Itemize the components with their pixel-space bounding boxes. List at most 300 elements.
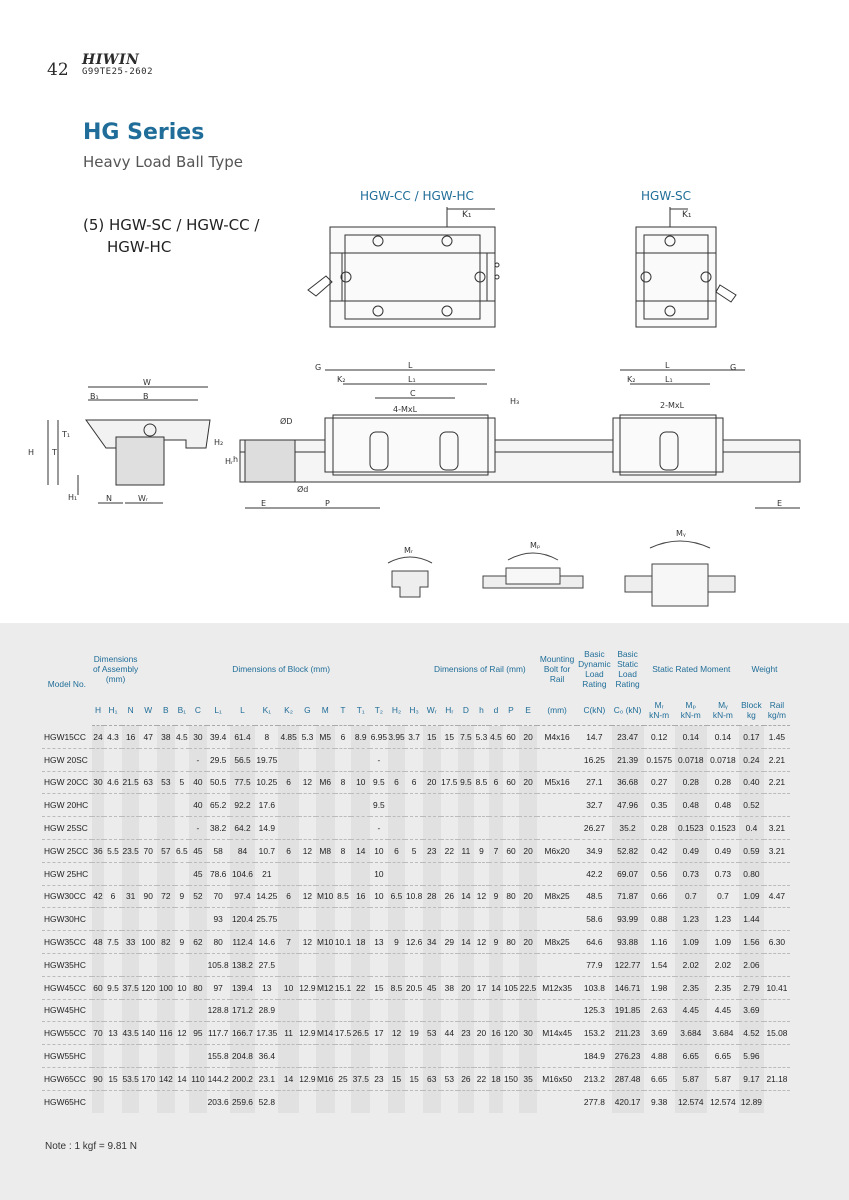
value-cell: 7.5 bbox=[104, 931, 122, 954]
value-cell bbox=[423, 908, 441, 931]
value-cell: 23 bbox=[458, 1022, 474, 1045]
value-cell: 0.42 bbox=[644, 839, 675, 862]
value-cell bbox=[316, 748, 335, 771]
value-cell: 213.2 bbox=[577, 1067, 611, 1090]
value-cell: 72 bbox=[157, 885, 175, 908]
value-cell bbox=[104, 953, 122, 976]
svg-text:Mᵧ: Mᵧ bbox=[676, 529, 686, 538]
value-cell bbox=[278, 908, 299, 931]
cross-section-drawing bbox=[28, 375, 228, 515]
value-cell bbox=[405, 817, 423, 840]
value-cell: 37.5 bbox=[122, 976, 140, 999]
value-cell: 44 bbox=[441, 1022, 459, 1045]
t1-label: T₁ bbox=[62, 430, 71, 439]
value-cell: 80 bbox=[189, 976, 207, 999]
model-cell: HGW65HC bbox=[42, 1090, 92, 1112]
value-cell bbox=[316, 908, 335, 931]
value-cell bbox=[316, 862, 335, 885]
table-row bbox=[42, 794, 790, 817]
value-cell bbox=[351, 953, 370, 976]
value-cell: 8 bbox=[335, 839, 352, 862]
value-cell: 22.5 bbox=[519, 976, 537, 999]
l-label-sc: L bbox=[665, 361, 670, 370]
value-cell: 61.4 bbox=[230, 726, 256, 749]
value-cell bbox=[278, 953, 299, 976]
moment-mp-icon bbox=[478, 538, 588, 598]
value-cell bbox=[335, 1090, 352, 1112]
w-label: W bbox=[143, 378, 151, 387]
value-cell: 6 bbox=[104, 885, 122, 908]
value-cell bbox=[458, 748, 474, 771]
value-cell bbox=[474, 908, 490, 931]
value-cell bbox=[92, 862, 104, 885]
value-cell: 150 bbox=[503, 1067, 520, 1090]
value-cell: 42.2 bbox=[577, 862, 611, 885]
value-cell: M14x45 bbox=[537, 1022, 577, 1045]
value-cell: 70 bbox=[92, 1022, 104, 1045]
value-cell bbox=[458, 908, 474, 931]
value-cell: 21.5 bbox=[122, 771, 140, 794]
value-cell: 15 bbox=[444, 731, 454, 742]
value-cell: 128.8 bbox=[207, 999, 230, 1022]
value-cell: 9 bbox=[474, 839, 490, 862]
value-cell: 12.89 bbox=[739, 1090, 764, 1112]
value-cell: 26 bbox=[441, 885, 459, 908]
value-cell: 34 bbox=[423, 931, 441, 954]
value-cell: 5.3 bbox=[475, 731, 488, 742]
value-cell bbox=[519, 953, 537, 976]
value-cell: - bbox=[370, 817, 388, 840]
value-cell bbox=[299, 953, 316, 976]
value-cell: 2.21 bbox=[764, 771, 790, 794]
value-cell bbox=[441, 953, 459, 976]
value-cell: 5.87 bbox=[707, 1067, 739, 1090]
value-cell bbox=[441, 748, 459, 771]
value-cell: 97.4 bbox=[230, 885, 256, 908]
value-cell bbox=[122, 862, 140, 885]
value-cell bbox=[458, 1090, 474, 1112]
value-cell bbox=[351, 817, 370, 840]
value-cell bbox=[122, 953, 140, 976]
value-cell: 36.68 bbox=[612, 771, 644, 794]
value-cell: 203.6 bbox=[207, 1090, 230, 1112]
value-cell: 12 bbox=[299, 931, 316, 954]
value-cell bbox=[503, 794, 520, 817]
value-cell: 287.48 bbox=[612, 1067, 644, 1090]
value-cell bbox=[92, 1045, 104, 1068]
value-cell bbox=[92, 817, 104, 840]
value-cell: 5 bbox=[175, 771, 190, 794]
value-cell: 20 bbox=[519, 839, 537, 862]
value-cell: 14 bbox=[278, 1067, 299, 1090]
value-cell: 71.87 bbox=[612, 885, 644, 908]
value-cell bbox=[351, 1045, 370, 1068]
value-cell: 35 bbox=[519, 1067, 537, 1090]
value-cell bbox=[189, 999, 207, 1022]
value-cell bbox=[474, 1090, 490, 1112]
value-cell bbox=[503, 862, 520, 885]
hr-label: Hᵣ bbox=[225, 457, 234, 466]
value-cell: 60 bbox=[92, 976, 104, 999]
model-cell: HGW45CC bbox=[42, 976, 92, 999]
value-cell: 9.17 bbox=[739, 1067, 764, 1090]
value-cell bbox=[503, 953, 520, 976]
value-cell: M8 bbox=[316, 839, 335, 862]
value-cell: 22 bbox=[441, 839, 459, 862]
value-cell bbox=[189, 953, 207, 976]
value-cell bbox=[139, 748, 157, 771]
value-cell: 170 bbox=[139, 1067, 157, 1090]
doc-code: G99TE25-2602 bbox=[82, 67, 154, 77]
value-cell: 139.4 bbox=[230, 976, 256, 999]
value-cell: 27.1 bbox=[577, 771, 611, 794]
value-cell bbox=[316, 794, 335, 817]
model-cell: HGW15CC bbox=[44, 731, 86, 742]
value-cell: 26.5 bbox=[351, 1022, 370, 1045]
value-cell: 60 bbox=[503, 771, 520, 794]
value-cell: 38.2 bbox=[207, 817, 230, 840]
value-cell: 138.2 bbox=[230, 953, 256, 976]
value-cell bbox=[405, 953, 423, 976]
value-cell: 6.65 bbox=[675, 1045, 707, 1068]
value-cell: 47 bbox=[143, 731, 153, 742]
value-cell bbox=[423, 953, 441, 976]
value-cell: 53 bbox=[157, 771, 175, 794]
value-cell: 6 bbox=[278, 885, 299, 908]
value-cell: 9 bbox=[175, 931, 190, 954]
value-cell: 14.6 bbox=[255, 931, 278, 954]
value-cell: 17.5 bbox=[441, 771, 459, 794]
value-cell: 8 bbox=[335, 771, 352, 794]
value-cell bbox=[388, 908, 406, 931]
value-cell: 37.5 bbox=[351, 1067, 370, 1090]
table-row bbox=[42, 748, 790, 771]
value-cell: 116 bbox=[157, 1022, 175, 1045]
value-cell: 0.73 bbox=[675, 862, 707, 885]
value-cell: 20 bbox=[519, 931, 537, 954]
value-cell: - bbox=[370, 748, 388, 771]
value-cell: 4.85 bbox=[278, 726, 299, 749]
value-cell: 93.88 bbox=[612, 931, 644, 954]
value-cell: 63 bbox=[423, 1067, 441, 1090]
value-cell: 277.8 bbox=[577, 1090, 611, 1112]
value-cell: 62 bbox=[189, 931, 207, 954]
value-cell: 1.09 bbox=[739, 885, 764, 908]
value-cell bbox=[157, 953, 175, 976]
value-cell bbox=[351, 908, 370, 931]
value-cell: 0.73 bbox=[707, 862, 739, 885]
value-cell: 5.87 bbox=[675, 1067, 707, 1090]
k2-label: K₂ bbox=[337, 375, 346, 384]
value-cell: 45 bbox=[189, 862, 207, 885]
value-cell bbox=[351, 794, 370, 817]
spec-table bbox=[42, 643, 790, 1113]
label-hgw-cc-hc: HGW-CC / HGW-HC bbox=[360, 189, 474, 203]
value-cell: 23.1 bbox=[255, 1067, 278, 1090]
value-cell: 15.08 bbox=[764, 1022, 790, 1045]
value-cell: 63 bbox=[139, 771, 157, 794]
value-cell: 6.5 bbox=[175, 839, 190, 862]
value-cell: 0.49 bbox=[707, 839, 739, 862]
value-cell bbox=[489, 908, 502, 931]
value-cell: 10 bbox=[370, 839, 388, 862]
value-cell bbox=[405, 999, 423, 1022]
value-cell: 24 bbox=[92, 726, 104, 749]
value-cell: 82 bbox=[157, 931, 175, 954]
value-cell: 97 bbox=[207, 976, 230, 999]
value-cell: 105.8 bbox=[207, 953, 230, 976]
value-cell: 3.21 bbox=[764, 839, 790, 862]
value-cell bbox=[157, 748, 175, 771]
value-cell bbox=[764, 908, 790, 931]
value-cell: 11 bbox=[278, 1022, 299, 1045]
value-cell: 2.02 bbox=[675, 953, 707, 976]
l1-label-sc: L₁ bbox=[665, 375, 673, 384]
value-cell: 77.5 bbox=[230, 771, 256, 794]
value-cell: 1.16 bbox=[644, 931, 675, 954]
value-cell: 90 bbox=[92, 1067, 104, 1090]
value-cell: 58 bbox=[207, 839, 230, 862]
value-cell: 9.5 bbox=[104, 976, 122, 999]
value-cell bbox=[423, 1090, 441, 1112]
value-cell bbox=[175, 908, 190, 931]
value-cell: 6.65 bbox=[707, 1045, 739, 1068]
brand-logo: HIWIN bbox=[82, 52, 140, 68]
value-cell bbox=[278, 817, 299, 840]
g-label-sc: G bbox=[730, 363, 737, 372]
value-cell bbox=[351, 748, 370, 771]
value-cell bbox=[537, 1090, 577, 1112]
value-cell: 95 bbox=[189, 1022, 207, 1045]
value-cell: 16 bbox=[489, 1022, 502, 1045]
value-cell: 6 bbox=[340, 731, 346, 742]
value-cell: 105 bbox=[503, 976, 520, 999]
value-cell: 0.7 bbox=[707, 885, 739, 908]
value-cell: 10.7 bbox=[255, 839, 278, 862]
value-cell: 1.45 bbox=[768, 731, 786, 742]
value-cell bbox=[122, 817, 140, 840]
value-cell bbox=[92, 999, 104, 1022]
value-cell bbox=[278, 862, 299, 885]
value-cell: 110 bbox=[189, 1067, 207, 1090]
value-cell bbox=[370, 908, 388, 931]
value-cell bbox=[519, 908, 537, 931]
value-cell: 47.96 bbox=[612, 794, 644, 817]
model-cell: HGW 25HC bbox=[42, 862, 92, 885]
value-cell: 155.8 bbox=[207, 1045, 230, 1068]
value-cell bbox=[489, 1090, 502, 1112]
value-cell: 70 bbox=[207, 885, 230, 908]
value-cell: 191.85 bbox=[612, 999, 644, 1022]
value-cell: 6 bbox=[405, 771, 423, 794]
value-cell bbox=[157, 999, 175, 1022]
table-row bbox=[42, 862, 790, 885]
value-cell: 80 bbox=[207, 931, 230, 954]
value-cell: 17.5 bbox=[335, 1022, 352, 1045]
value-cell bbox=[474, 748, 490, 771]
value-cell bbox=[157, 1090, 175, 1112]
value-cell bbox=[388, 953, 406, 976]
value-cell: M4x16 bbox=[544, 731, 570, 742]
value-cell: 5.5 bbox=[104, 839, 122, 862]
value-cell bbox=[157, 794, 175, 817]
value-cell: 142 bbox=[157, 1067, 175, 1090]
value-cell: 9 bbox=[175, 885, 190, 908]
spec-table-body bbox=[42, 726, 790, 1113]
value-cell: 3.69 bbox=[644, 1022, 675, 1045]
value-cell: 0.28 bbox=[675, 771, 707, 794]
value-cell: 93 bbox=[207, 908, 230, 931]
value-cell: 0.27 bbox=[644, 771, 675, 794]
value-cell bbox=[316, 1090, 335, 1112]
value-cell: 84 bbox=[230, 839, 256, 862]
value-cell bbox=[503, 1090, 520, 1112]
k1-label: K₁ bbox=[462, 210, 472, 220]
value-cell bbox=[157, 1045, 175, 1068]
value-cell: 7 bbox=[489, 839, 502, 862]
value-cell: 12 bbox=[474, 931, 490, 954]
value-cell: 45 bbox=[189, 839, 207, 862]
value-cell: 21.18 bbox=[764, 1067, 790, 1090]
value-cell: 58.6 bbox=[577, 908, 611, 931]
model-cell: HGW65CC bbox=[42, 1067, 92, 1090]
value-cell: 78.6 bbox=[207, 862, 230, 885]
value-cell: 23.5 bbox=[122, 839, 140, 862]
table-row bbox=[42, 771, 790, 794]
value-cell: 14 bbox=[489, 976, 502, 999]
value-cell: 15 bbox=[104, 1067, 122, 1090]
value-cell bbox=[316, 953, 335, 976]
b-label: B bbox=[143, 392, 149, 401]
value-cell: 9 bbox=[489, 931, 502, 954]
value-cell: 69.07 bbox=[612, 862, 644, 885]
value-cell: 25.75 bbox=[255, 908, 278, 931]
value-cell bbox=[537, 999, 577, 1022]
value-cell bbox=[519, 817, 537, 840]
value-cell: 5 bbox=[405, 839, 423, 862]
value-cell bbox=[489, 999, 502, 1022]
side-view-drawing bbox=[225, 360, 805, 520]
value-cell bbox=[335, 748, 352, 771]
value-cell bbox=[299, 1045, 316, 1068]
value-cell: 4.45 bbox=[675, 999, 707, 1022]
value-cell: 29 bbox=[441, 931, 459, 954]
value-cell: 0.49 bbox=[675, 839, 707, 862]
value-cell: 18 bbox=[489, 1067, 502, 1090]
l-label: L bbox=[408, 361, 413, 370]
value-cell: 64.2 bbox=[230, 817, 256, 840]
value-cell bbox=[104, 817, 122, 840]
value-cell: 1.98 bbox=[644, 976, 675, 999]
value-cell bbox=[335, 862, 352, 885]
value-cell: 0.0718 bbox=[707, 748, 739, 771]
value-cell: M6x20 bbox=[537, 839, 577, 862]
value-cell: 15 bbox=[370, 976, 388, 999]
value-cell: 26.27 bbox=[577, 817, 611, 840]
value-cell: 20 bbox=[474, 1022, 490, 1045]
value-cell: 53 bbox=[441, 1067, 459, 1090]
value-cell: 10.25 bbox=[255, 771, 278, 794]
value-cell bbox=[299, 862, 316, 885]
value-cell: 276.23 bbox=[612, 1045, 644, 1068]
value-cell bbox=[405, 908, 423, 931]
value-cell: 10 bbox=[370, 885, 388, 908]
value-cell: M10 bbox=[316, 885, 335, 908]
value-cell bbox=[175, 953, 190, 976]
value-cell bbox=[335, 1045, 352, 1068]
value-cell bbox=[92, 748, 104, 771]
value-cell: 1.56 bbox=[739, 931, 764, 954]
e-label-right: E bbox=[777, 499, 783, 508]
value-cell: 14.7 bbox=[586, 731, 603, 742]
value-cell: 64.6 bbox=[577, 931, 611, 954]
value-cell: 21 bbox=[255, 862, 278, 885]
svg-text:Mᵣ: Mᵣ bbox=[404, 546, 413, 555]
value-cell bbox=[537, 817, 577, 840]
value-cell: 12 bbox=[299, 885, 316, 908]
value-cell bbox=[316, 1045, 335, 1068]
value-cell bbox=[458, 953, 474, 976]
value-cell bbox=[537, 908, 577, 931]
page-title: HG Series bbox=[83, 120, 205, 145]
table-row bbox=[42, 999, 790, 1022]
table-row bbox=[42, 1067, 790, 1090]
value-cell bbox=[474, 1045, 490, 1068]
value-cell: 0.28 bbox=[707, 771, 739, 794]
value-cell bbox=[139, 1090, 157, 1112]
value-cell: 7.5 bbox=[458, 726, 474, 749]
value-cell bbox=[764, 999, 790, 1022]
value-cell: 6.65 bbox=[644, 1067, 675, 1090]
value-cell: 0.48 bbox=[675, 794, 707, 817]
value-cell bbox=[92, 1090, 104, 1112]
col-assembly: Dimensions of Assembly (mm) bbox=[93, 654, 139, 684]
table-row bbox=[42, 908, 790, 931]
value-cell: 2.06 bbox=[739, 953, 764, 976]
value-cell: M5 bbox=[316, 726, 335, 749]
value-cell bbox=[122, 999, 140, 1022]
value-cell: 200.2 bbox=[230, 1067, 256, 1090]
value-cell bbox=[489, 794, 502, 817]
value-cell bbox=[519, 999, 537, 1022]
value-cell: 20 bbox=[519, 726, 537, 749]
value-cell: 38 bbox=[157, 726, 175, 749]
value-cell: 0.14 bbox=[675, 726, 707, 749]
value-cell: 25 bbox=[335, 1067, 352, 1090]
col-moment: Static Rated Moment bbox=[652, 664, 731, 674]
value-cell bbox=[122, 1045, 140, 1068]
value-cell: 6 bbox=[278, 771, 299, 794]
value-cell: 14 bbox=[458, 885, 474, 908]
value-cell: 3.21 bbox=[764, 817, 790, 840]
value-cell: 28.9 bbox=[255, 999, 278, 1022]
value-cell: 93.99 bbox=[612, 908, 644, 931]
value-cell: 0.24 bbox=[739, 748, 764, 771]
value-cell: 4.5 bbox=[176, 731, 188, 742]
value-cell: 103.8 bbox=[577, 976, 611, 999]
value-cell bbox=[764, 1045, 790, 1068]
table-row bbox=[42, 817, 790, 840]
value-cell: 4.45 bbox=[707, 999, 739, 1022]
model-cell: HGW35HC bbox=[42, 953, 92, 976]
value-cell: 4.52 bbox=[739, 1022, 764, 1045]
value-cell bbox=[405, 1045, 423, 1068]
value-cell: 70 bbox=[139, 839, 157, 862]
value-cell: 9.38 bbox=[644, 1090, 675, 1112]
value-cell: 166.7 bbox=[230, 1022, 256, 1045]
value-cell: 184.9 bbox=[577, 1045, 611, 1068]
value-cell: 14 bbox=[458, 931, 474, 954]
